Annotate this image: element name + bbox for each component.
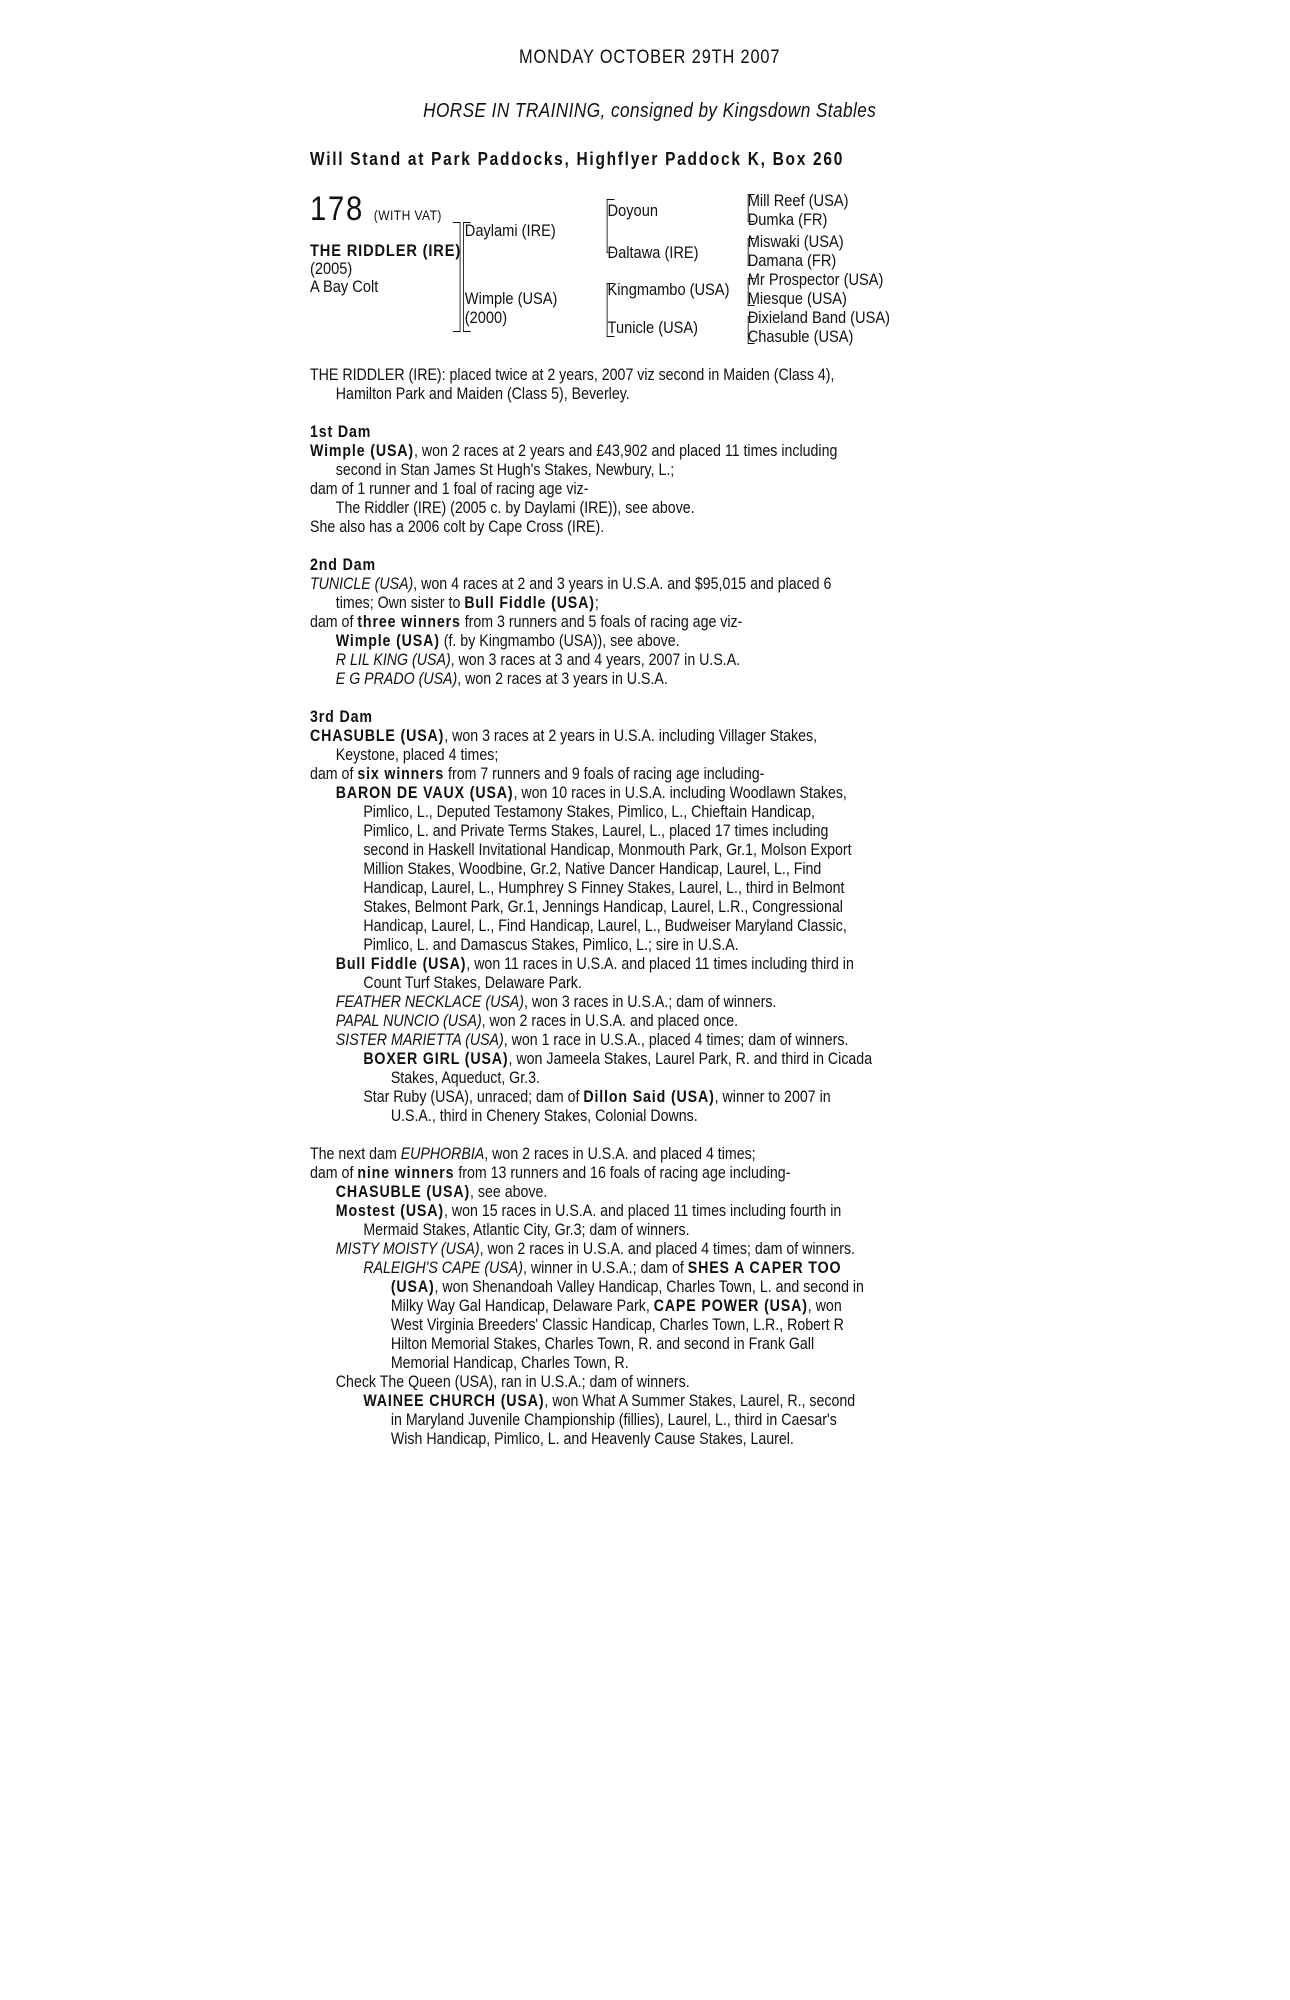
dam-text: , won 15 races in U.S.A. and placed 11 times including fourth in [443, 1202, 842, 1220]
dam-line [310, 1031, 989, 1050]
dam-line: Hilton Memorial Stakes, Charles Town, R. and second in Frank Gall [390, 1335, 815, 1353]
dam-line: in Maryland Juvenile Championship (fillies), Laurel, L., third in Caesar's [390, 1411, 837, 1429]
horse-name: Wimple (USA) [335, 632, 440, 650]
dam-line [310, 1050, 989, 1069]
horse-name: FEATHER NECKLACE (USA) [335, 993, 524, 1011]
dam-text: , won 1 race in U.S.A., placed 4 times; dam of winners. [503, 1031, 849, 1049]
dam-line [310, 1259, 989, 1278]
pedigree-ssd: Dumka (FR) [747, 210, 828, 229]
dam-line [310, 1145, 989, 1164]
dam-text: ; [594, 594, 599, 612]
dam-line: Check The Queen (USA), ran in U.S.A.; dam of winners. [335, 1373, 690, 1391]
horse-name: Bull Fiddle (USA) [464, 594, 595, 612]
dam-line: Wish Handicap, Pimlico, L. and Heavenly Cause Stakes, Laurel. [390, 1430, 794, 1448]
dam-line: Pimlico, L. and Damascus Stakes, Pimlico, L.; sire in U.S.A. [363, 936, 739, 954]
dam-text: , won 2 races at 2 years and £43,902 and placed 11 times including [414, 442, 838, 460]
dam-line [310, 1164, 989, 1183]
dam-line: U.S.A., third in Chenery Stakes, Colonial Downs. [390, 1107, 698, 1125]
dam-text: , won 10 races in U.S.A. including Woodlawn Stakes, [513, 784, 847, 802]
dam-line: She also has a 2006 colt by Cape Cross (IRE). [310, 518, 605, 536]
third-dam-section [310, 708, 989, 1126]
dam-text: from 3 runners and 5 foals of racing age viz- [460, 613, 743, 631]
dam-line: Million Stakes, Woodbine, Gr.2, Native Dancer Handicap, Laurel, L., Find [363, 860, 822, 878]
dam-line [310, 955, 989, 974]
winners-count: nine winners [357, 1164, 455, 1182]
dam-line [310, 575, 989, 594]
horse-name: Bull Fiddle (USA) [335, 955, 467, 973]
dam-text: , won Shenandoah Valley Handicap, Charles Town, L. and second in [434, 1278, 864, 1296]
dam-line [310, 1012, 989, 1031]
dam-line: dam of 1 runner and 1 foal of racing age viz- [310, 480, 589, 498]
dam-line [310, 442, 989, 461]
horse-name: Mostest (USA) [335, 1202, 444, 1220]
pedigree-sss: Mill Reef (USA) [747, 191, 849, 210]
dam-text: , winner to 2007 in [714, 1088, 831, 1106]
dam-line [310, 765, 989, 784]
dam-line [310, 993, 989, 1012]
horse-name: THE RIDDLER (IRE) [310, 241, 462, 260]
horse-name: WAINEE CHURCH (USA) [363, 1392, 545, 1410]
consignment-line: HORSE IN TRAINING, consigned by Kingsdown Stables [423, 100, 877, 122]
stand-location: Will Stand at Park Paddocks, Highflyer Paddock K, Box 260 [310, 149, 845, 169]
dam-line [310, 594, 989, 613]
pedigree-sire: Daylami (IRE) [464, 221, 556, 240]
dam-text: times; Own sister to [335, 594, 465, 612]
dam-text: , won 11 races in U.S.A. and placed 11 times including third in [466, 955, 854, 973]
horse-name: (USA) [390, 1278, 435, 1296]
pedigree-dam-year: (2000) [464, 308, 508, 327]
pedigree-dss: Mr Prospector (USA) [747, 270, 884, 289]
intro-paragraph [310, 366, 989, 404]
dam-line: Pimlico, L. and Private Terms Stakes, Laurel, L., placed 17 times including [363, 822, 829, 840]
pedigree-dds: Dixieland Band (USA) [747, 308, 890, 327]
horse-name: Wimple (USA) [310, 442, 415, 460]
horse-name: BARON DE VAUX (USA) [335, 784, 514, 802]
pedigree-sire-sire: Doyoun [607, 201, 658, 220]
dam-line [310, 1278, 989, 1297]
horse-name: R LIL KING (USA) [335, 651, 451, 669]
dam-line: Keystone, placed 4 times; [335, 746, 499, 764]
dam-line: Stakes, Belmont Park, Gr.1, Jennings Handicap, Laurel, L.R., Congressional [363, 898, 843, 916]
section-heading: 3rd Dam [310, 708, 373, 726]
dam-line [310, 613, 989, 632]
intro-line: THE RIDDLER (IRE): placed twice at 2 years, 2007 viz second in Maiden (Class 4), [310, 366, 835, 384]
pedigree-dsd: Miesque (USA) [747, 289, 847, 308]
dam-line: second in Stan James St Hugh's Stakes, Newbury, L.; [335, 461, 675, 479]
dam-text: , won Jameela Stakes, Laurel Park, R. and third in Cicada [508, 1050, 873, 1068]
pedigree-dam-sire: Kingmambo (USA) [607, 280, 730, 299]
horse-name: MISTY MOISTY (USA) [335, 1240, 480, 1258]
sale-date: MONDAY OCTOBER 29TH 2007 [519, 47, 781, 68]
dam-line [310, 1240, 989, 1259]
dam-text: , won 2 races at 3 years in U.S.A. [457, 670, 668, 688]
horse-name: BOXER GIRL (USA) [363, 1050, 509, 1068]
horse-description: A Bay Colt [310, 277, 379, 296]
pedigree-sdd: Damana (FR) [747, 251, 837, 270]
dam-text: , won 2 races in U.S.A. and placed once. [481, 1012, 739, 1030]
dam-text: The next dam [310, 1145, 401, 1163]
vat-label: (WITH VAT) [373, 207, 442, 223]
dam-line [310, 784, 989, 803]
dam-line: Mermaid Stakes, Atlantic City, Gr.3; dam of winners. [363, 1221, 690, 1239]
dam-text: Star Ruby (USA), unraced; dam of [363, 1088, 584, 1106]
pedigree-dam-dam: Tunicle (USA) [607, 318, 699, 337]
dam-text: , winner in U.S.A.; dam of [522, 1259, 688, 1277]
lot-number-block [310, 192, 442, 232]
dam-text: , won [807, 1297, 842, 1315]
dam-line [310, 1183, 989, 1202]
dam-text: from 7 runners and 9 foals of racing age including- [444, 765, 765, 783]
dam-text: , won 3 races in U.S.A.; dam of winners. [523, 993, 777, 1011]
lot-number: 178 [310, 190, 364, 228]
dam-line: Handicap, Laurel, L., Find Handicap, Laurel, L., Budweiser Maryland Classic, [363, 917, 847, 935]
dam-line [310, 670, 989, 689]
section-heading: 1st Dam [310, 423, 372, 441]
horse-name: CAPE POWER (USA) [653, 1297, 808, 1315]
pedigree-brace-main [453, 222, 461, 332]
dam-text: , won 2 races in U.S.A. and placed 4 times; [484, 1145, 756, 1163]
winners-count: six winners [357, 765, 445, 783]
dam-text: , won 3 races at 2 years in U.S.A. including Villager Stakes, [444, 727, 818, 745]
horse-name: CHASUBLE (USA) [335, 1183, 471, 1201]
dam-text: dam of [310, 613, 358, 631]
dam-line [310, 651, 989, 670]
first-dam-section [310, 423, 989, 537]
dam-text: , see above. [470, 1183, 548, 1201]
horse-name: TUNICLE (USA) [310, 575, 414, 593]
dam-line: Memorial Handicap, Charles Town, R. [390, 1354, 629, 1372]
dam-text: dam of [310, 1164, 358, 1182]
horse-info [310, 242, 461, 296]
dam-line: Handicap, Laurel, L., Humphrey S Finney Stakes, Laurel, L., third in Belmont [363, 879, 845, 897]
dam-text: , won 2 races in U.S.A. and placed 4 times; dam of winners. [479, 1240, 855, 1258]
dam-text: , won What A Summer Stakes, Laurel, R., second [544, 1392, 856, 1410]
dam-line [310, 727, 989, 746]
horse-name: CHASUBLE (USA) [310, 727, 445, 745]
horse-name: SHES A CAPER TOO [687, 1259, 842, 1277]
dam-line: second in Haskell Invitational Handicap, Monmouth Park, Gr.1, Molson Export [363, 841, 852, 859]
horse-name: PAPAL NUNCIO (USA) [335, 1012, 482, 1030]
dam-line [310, 1392, 989, 1411]
second-dam-section [310, 556, 989, 689]
horse-year: (2005) [310, 259, 353, 278]
dam-line [310, 1202, 989, 1221]
section-heading: 2nd Dam [310, 556, 376, 574]
dam-text: , won 4 races at 2 and 3 years in U.S.A. and $95,015 and placed 6 [413, 575, 832, 593]
dam-line: The Riddler (IRE) (2005 c. by Daylami (IRE)), see above. [335, 499, 695, 517]
dam-line: Pimlico, L., Deputed Testamony Stakes, Pimlico, L., Chieftain Handicap, [363, 803, 815, 821]
dam-line [310, 632, 989, 651]
dam-text: from 13 runners and 16 foals of racing age including- [454, 1164, 791, 1182]
dam-line [310, 1088, 989, 1107]
dam-text: (f. by Kingmambo (USA)), see above. [439, 632, 680, 650]
dam-line: Stakes, Aqueduct, Gr.3. [390, 1069, 540, 1087]
intro-line: Hamilton Park and Maiden (Class 5), Beverley. [335, 385, 630, 403]
dam-line: West Virginia Breeders' Classic Handicap, Charles Town, L.R., Robert R [390, 1316, 844, 1334]
pedigree-dam: Wimple (USA) [464, 289, 558, 308]
horse-name: RALEIGH'S CAPE (USA) [363, 1259, 523, 1277]
horse-name: SISTER MARIETTA (USA) [335, 1031, 504, 1049]
winners-count: three winners [357, 613, 461, 631]
dam-text: , won 3 races at 3 and 4 years, 2007 in U.S.A. [450, 651, 741, 669]
dam-text: Milky Way Gal Handicap, Delaware Park, [390, 1297, 654, 1315]
dam-text: dam of [310, 765, 358, 783]
horse-name: Dillon Said (USA) [583, 1088, 715, 1106]
dam-line [310, 1297, 989, 1316]
pedigree-sire-dam: Daltawa (IRE) [607, 243, 699, 262]
horse-name: EUPHORBIA [400, 1145, 485, 1163]
next-dam-section [310, 1145, 989, 1449]
dam-line: Count Turf Stakes, Delaware Park. [363, 974, 582, 992]
pedigree-sds: Miswaki (USA) [747, 232, 844, 251]
pedigree-ddd: Chasuble (USA) [747, 327, 854, 346]
horse-name: E G PRADO (USA) [335, 670, 458, 688]
